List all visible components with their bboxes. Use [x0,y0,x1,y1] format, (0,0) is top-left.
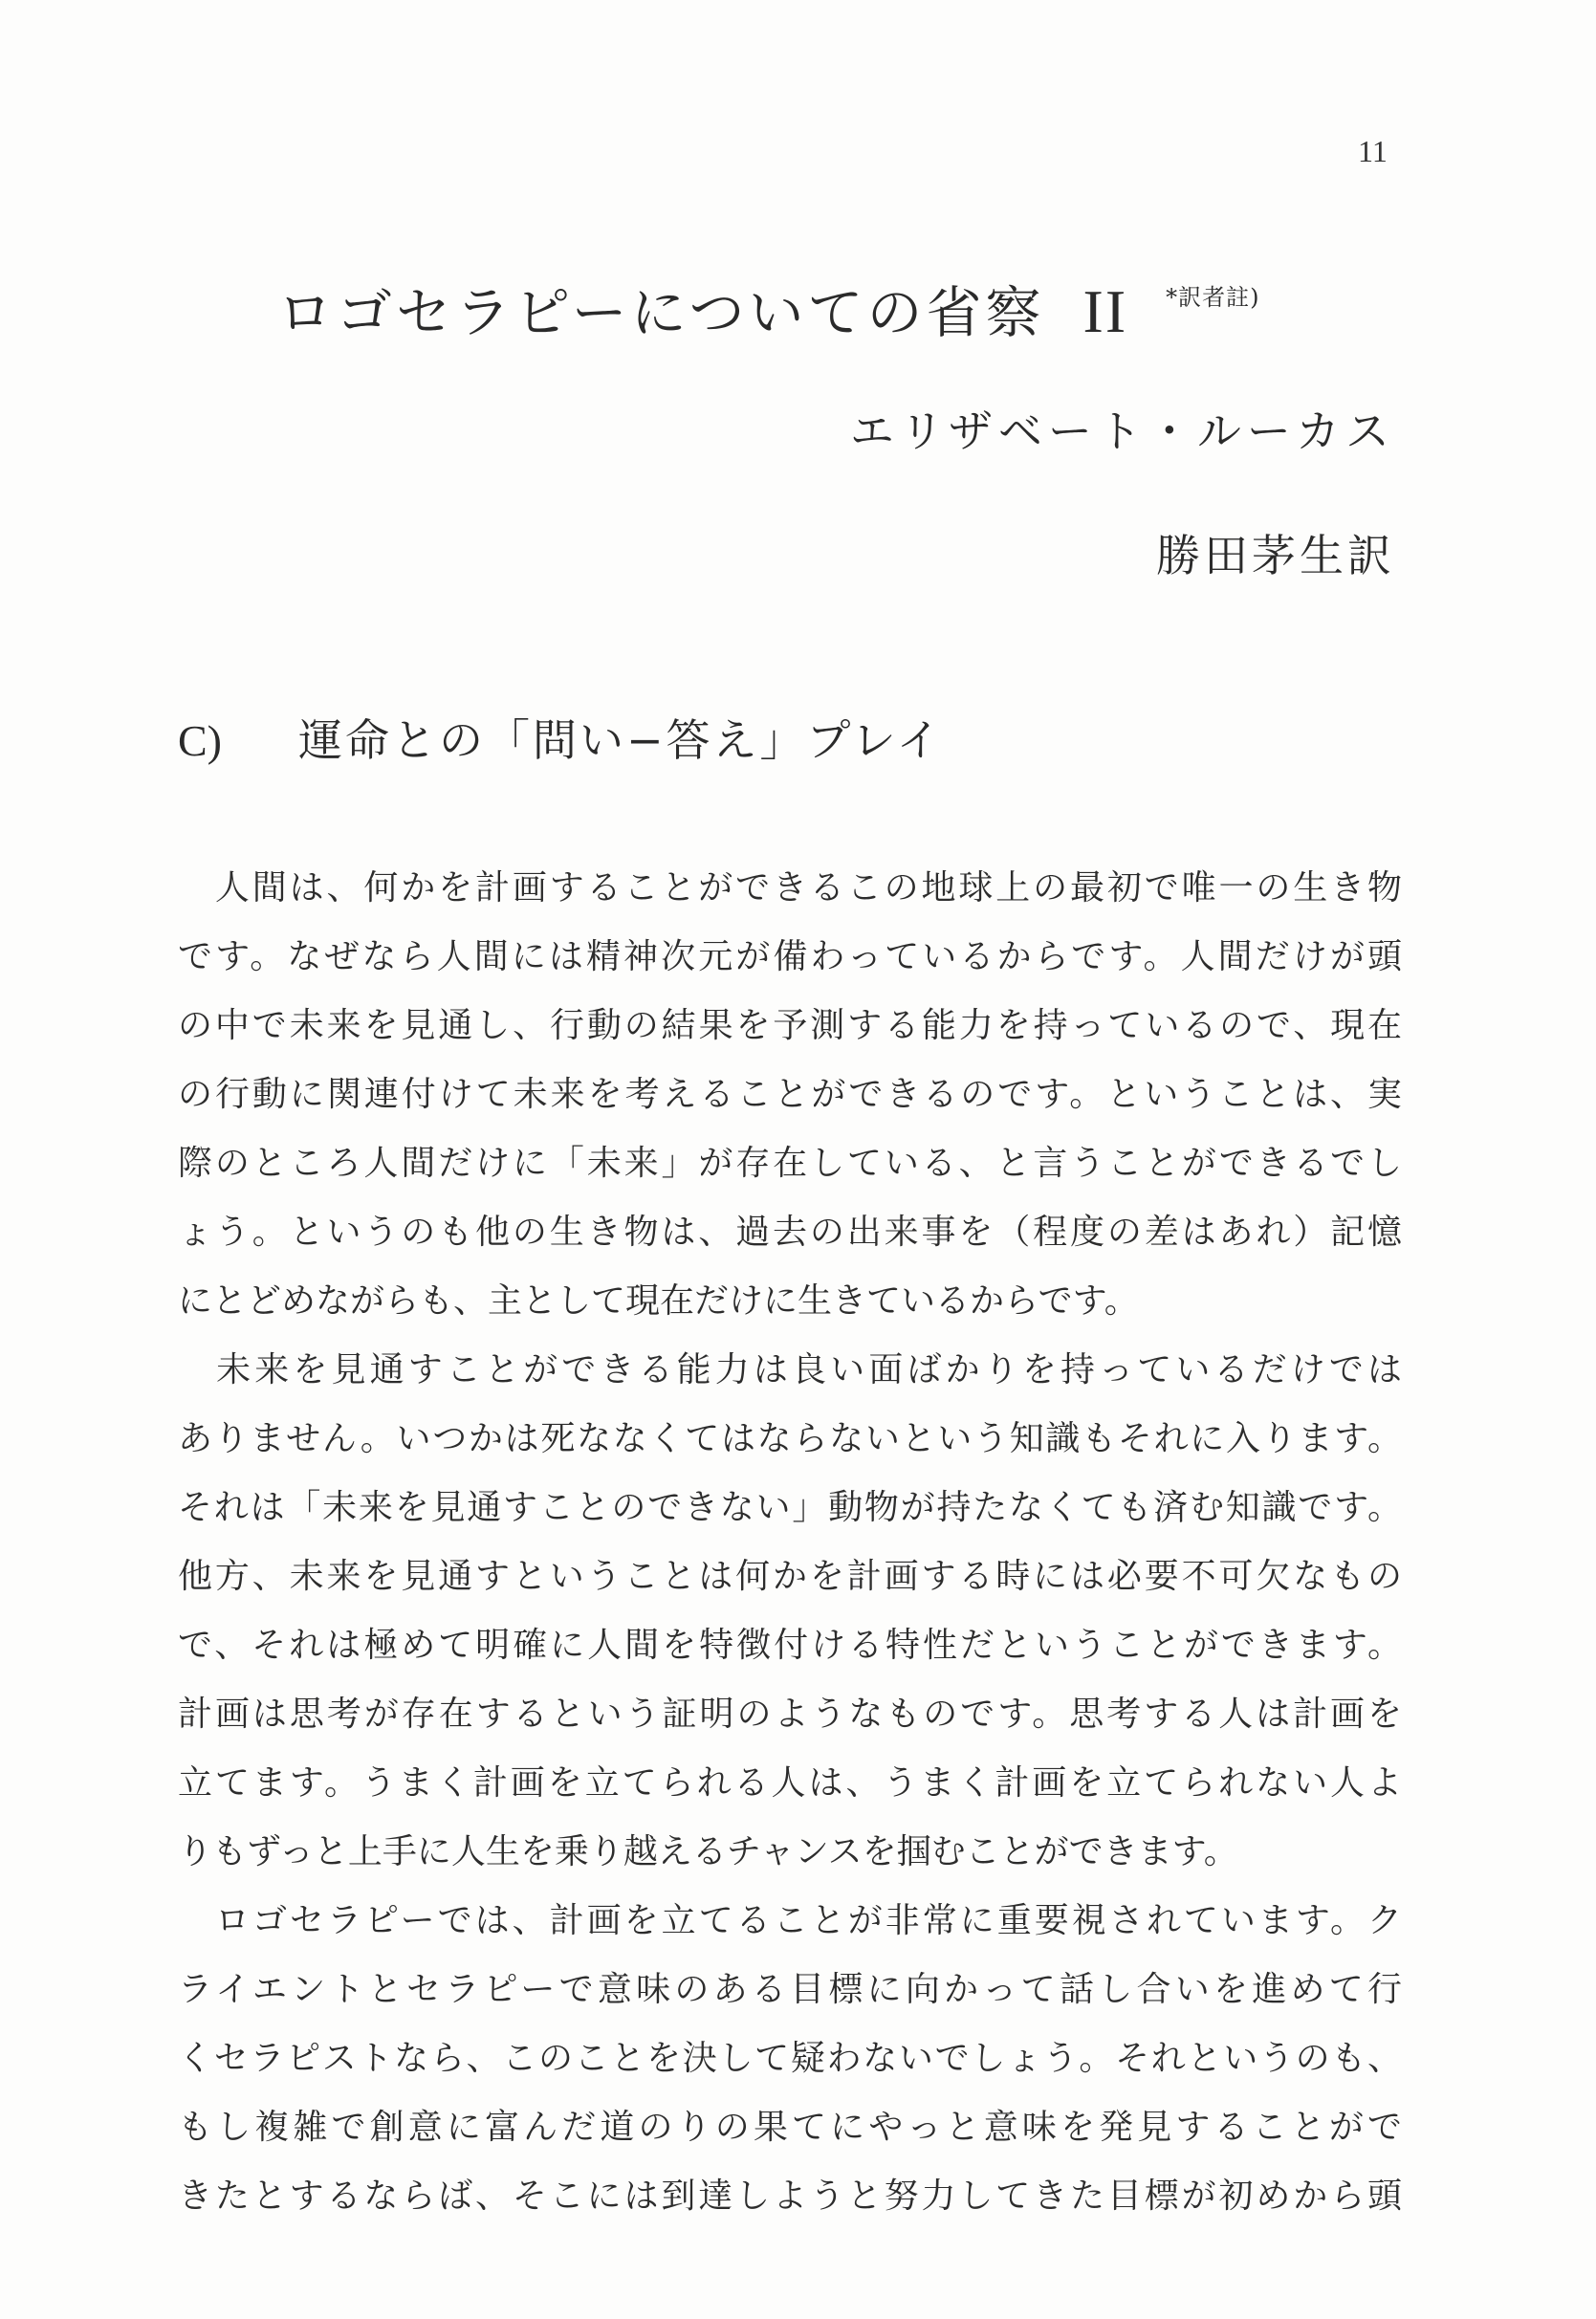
text-line: もし複雑で創意に富んだ道のりの果てにやっと意味を発見することがで [178,2108,1402,2147]
text-line: 人間は、何かを計画することができるこの地球上の最初で唯一の生き物 [178,868,1402,908]
text-line: です。なぜなら人間には精神次元が備わっているからです。人間だけが頭 [178,937,1402,976]
author-name: エリザベート・ルーカス [849,405,1395,457]
text-line: ライエントとセラピーで意味のある目標に向かって話し合いを進めて行 [178,1970,1402,2009]
section-heading [178,706,943,769]
text-line: 立てます。うまく計画を立てられる人は、うまく計画を立てられない人よ [178,1763,1402,1803]
page-number: 11 [1358,134,1388,168]
article-title [277,268,1260,348]
text-line: きたとするならば、そこには到達しようと努力してきた目標が初めから頭 [178,2177,1402,2216]
text-line: ありません。いつかは死ななくてはならないという知識もそれに入ります。 [178,1419,1402,1458]
text-line: で、それは極めて明確に人間を特徴付ける特性だということができます。 [178,1626,1402,1665]
text-line: 未来を見通すことができる能力は良い面ばかりを持っているだけでは [178,1350,1402,1389]
article-title-roman: II [1082,277,1128,345]
section-label: C) [178,716,222,765]
text-line: 他方、未来を見通すということは何かを計画する時には必要不可欠なもの [178,1557,1402,1596]
text-line: くセラピストなら、このことを決して疑わないでしょう。それというのも、 [178,2039,1402,2078]
text-line: それは「未来を見通すことのできない」動物が持たなくても済む知識です。 [178,1488,1402,1527]
text-line: 際のところ人間だけに「未来」が存在している、と言うことができるでし [178,1144,1402,1183]
text-line: にとどめながらも、主として現在だけに生きているからです。 [178,1281,1139,1321]
text-line: ロゴセラピーでは、計画を立てることが非常に重要視されています。ク [178,1901,1402,1940]
text-line: の中で未来を見通し、行動の結果を予測する能力を持っているので、現在 [178,1006,1402,1045]
text-line: りもずっと上手に人生を乗り越えるチャンスを掴むことができます。 [178,1832,1238,1871]
translator-note-marker: *訳者註) [1166,284,1260,311]
body-text [178,854,1402,2231]
text-line: ょう。というのも他の生き物は、過去の出来事を（程度の差はあれ）記憶 [178,1213,1402,1252]
article-title-main: ロゴセラピーについての省察 [277,280,1045,345]
text-line: の行動に関連付けて未来を考えることができるのです。ということは、実 [178,1075,1402,1114]
translator-name: 勝田茅生訳 [1156,530,1395,581]
text-line: 計画は思考が存在するという証明のようなものです。思考する人は計画を [178,1695,1402,1734]
section-title: 運命との「問い−答え」プレイ [298,714,944,766]
